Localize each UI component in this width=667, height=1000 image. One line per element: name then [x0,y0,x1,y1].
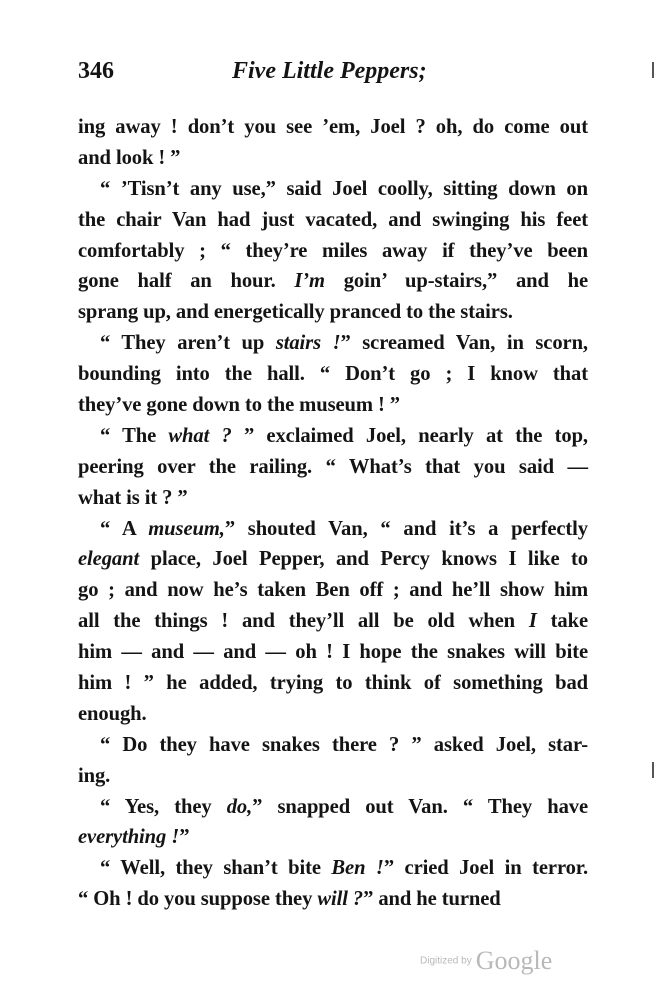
margin-mark [652,762,654,778]
paragraph [78,792,588,854]
text-line [78,668,588,699]
text-segment: ” exclaimed Joel, nearly at the top, [231,424,588,447]
text-segment: “ Well, they shan’t bite [100,857,332,880]
italic-segment: Ben ! [331,857,384,880]
text-segment: they’ve gone down to the museum ! ” [78,394,400,417]
text-line [78,853,588,884]
text-segment: “ They aren’t up [100,332,276,355]
text-line [78,205,588,236]
text-segment: ” and he turned [363,888,501,911]
italic-segment: I’m [294,270,325,293]
text-line [78,359,588,390]
text-line [78,544,588,575]
text-segment: ing. [78,764,111,787]
text-line [78,761,588,792]
text-line [78,606,588,637]
text-segment: “ ’Tisn’t any use,” said Joel coolly, sitting down on [100,177,588,200]
text-segment: and look ! ” [78,146,181,169]
body-text [78,112,588,915]
text-segment: all the things ! and they’ll all be old when [78,610,529,633]
text-line [78,792,588,823]
text-segment: go ; and now he’s taken Ben off ; and he’ll show him [78,579,588,602]
text-segment: ” screamed Van, in scorn, [340,332,588,355]
paragraph [78,853,588,915]
text-segment: ing away ! don’t you see ’em, Joel ? oh, do come out [78,116,588,138]
running-head [78,52,588,92]
watermark-prefix: Digitized by [420,955,472,967]
text-line [78,297,588,328]
paragraph [78,174,588,328]
text-line [78,822,588,853]
text-line [78,884,588,915]
text-segment: “ Yes, they [100,795,227,818]
text-segment: comfortably ; “ they’re miles away if they’ve been [78,239,588,262]
italic-segment: I [528,610,537,633]
italic-segment: elegant [78,548,140,571]
text-segment: “ A [100,517,149,540]
text-segment: “ Oh ! do you suppose they [78,888,318,911]
italic-segment: everything ! [78,826,180,849]
text-segment: him — and — and — oh ! I hope the snakes will bite [78,641,588,664]
text-line [78,699,588,730]
running-title: Five Little Peppers; [232,58,427,84]
text-line [78,514,588,545]
text-segment: “ The [100,424,169,447]
text-segment: peering over the railing. “ What’s that you said — [78,455,588,478]
text-line [78,390,588,421]
text-segment: ” cried Joel in terror. [383,857,589,880]
paragraph [78,112,588,174]
italic-segment: do, [226,795,253,818]
margin-mark [652,62,654,78]
text-line [78,452,588,483]
text-line [78,266,588,297]
text-segment: ” [179,826,190,849]
google-logo: Google [475,946,553,975]
paragraph [78,328,588,421]
paragraph [78,730,588,792]
text-segment: him ! ” he added, trying to think of something bad [78,672,588,695]
text-segment: “ Do they have snakes there ? ” asked Joel, star- [100,733,588,756]
text-line [78,421,588,452]
text-segment: bounding into the hall. “ Don’t go ; I know that [78,363,588,386]
text-line [78,730,588,761]
text-segment: take [536,610,588,633]
digitized-watermark [420,946,552,976]
paragraph [78,421,588,514]
text-line [78,483,588,514]
text-segment: what is it ? ” [78,486,188,509]
text-segment: gone half an hour. [78,270,295,293]
text-line [78,112,588,143]
italic-segment: museum, [148,517,225,540]
italic-segment: will ? [317,888,364,911]
page-number: 346 [78,58,114,84]
text-segment: enough. [78,702,147,725]
text-line [78,143,588,174]
paragraph [78,514,588,730]
text-line [78,328,588,359]
italic-segment: what ? [168,424,232,447]
text-line [78,575,588,606]
text-line [78,236,588,267]
text-segment: sprang up, and energetically pranced to the stairs. [78,301,513,324]
italic-segment: stairs ! [275,332,341,355]
text-segment: ” snapped out Van. “ They have [252,795,589,818]
text-segment: the chair Van had just vacated, and swinging his feet [78,208,588,231]
text-line [78,174,588,205]
text-line [78,637,588,668]
text-segment: goin’ up-stairs,” and he [324,270,588,293]
text-segment: ” shouted Van, “ and it’s a perfectly [224,517,588,540]
text-segment: place, Joel Pepper, and Percy knows I like to [139,548,588,571]
